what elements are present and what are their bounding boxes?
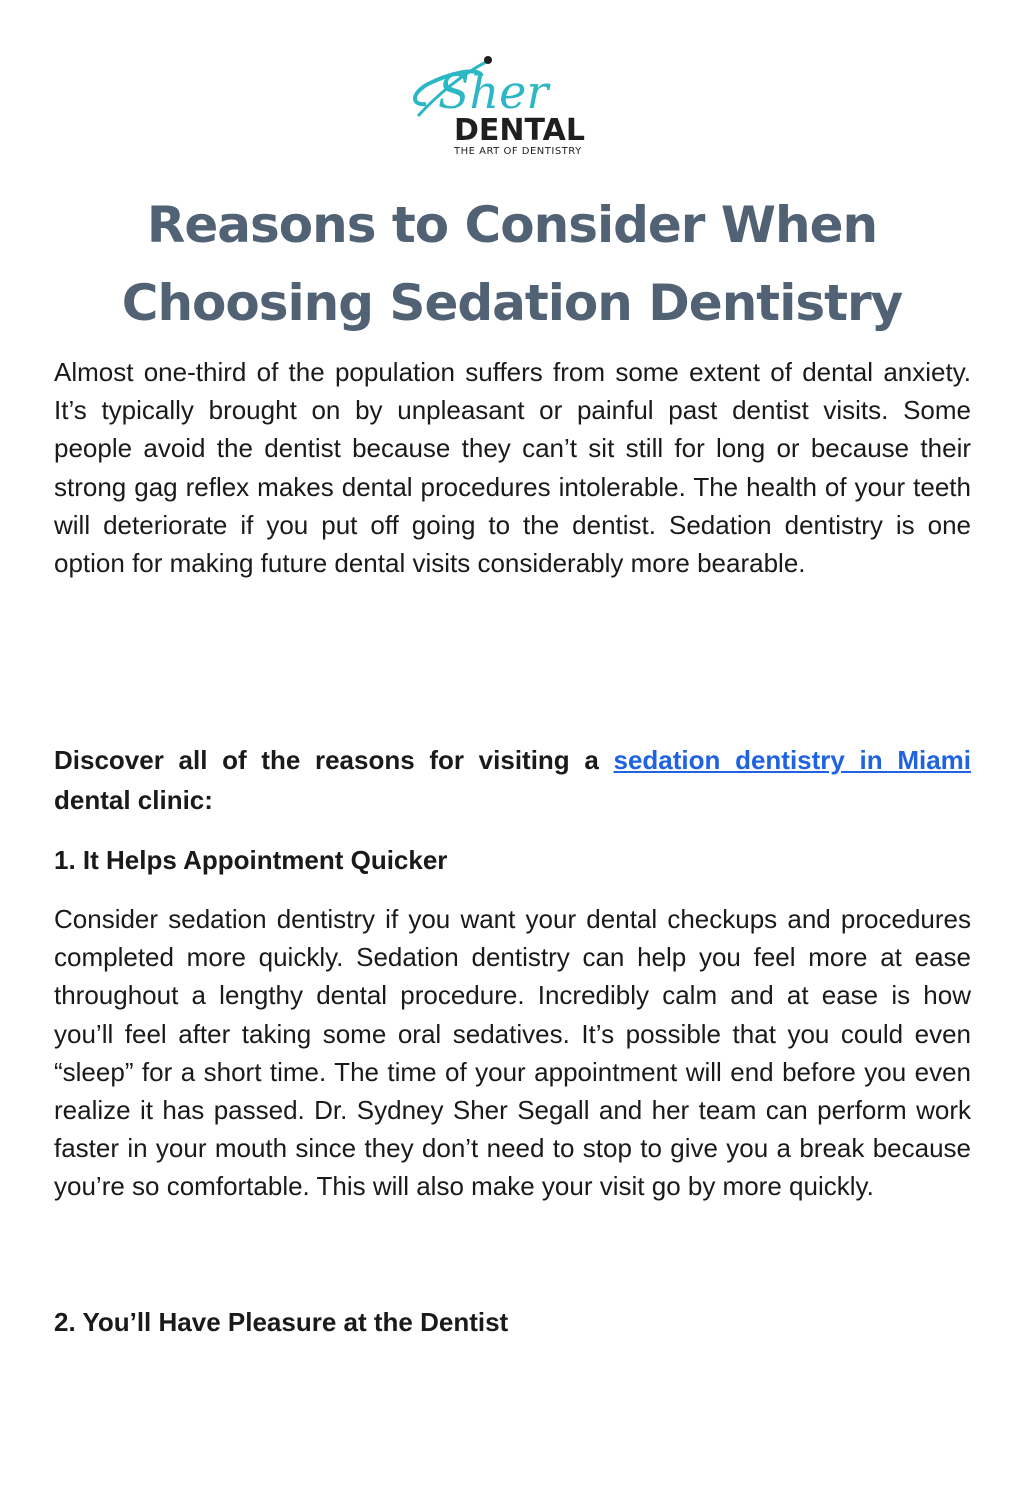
- logo-graphic: [408, 54, 618, 158]
- page-title: [0, 186, 1024, 342]
- section-heading-1: 1. It Helps Appointment Quicker: [54, 845, 448, 875]
- discover-text-before: Discover all of the reasons for visiting a: [54, 745, 614, 775]
- section-heading-2: 2. You’ll Have Pleasure at the Dentist: [54, 1307, 509, 1337]
- section-body-1: Consider sedation dentistry if you want your dental checkups and procedures completed more quickly. Sedation dentistry can help you feel more at ease throughout a lengthy dental procedure. Incredibly calm and at ease is how you’ll feel after taking some oral sedatives. It’s possible that you could even “sleep” for a short time. The time of your appointment will end before you even realize it has passed. Dr. Sydney Sher Segall and her team can perform work faster in your mouth since they don’t need to stop to give you a break because you’re so comfortable. This will also make your visit go by more quickly.: [54, 904, 971, 1202]
- discover-paragraph: [54, 740, 971, 820]
- sedation-dentistry-link[interactable]: sedation dentistry in Miami: [613, 745, 972, 775]
- logo-tagline-text: THE ART OF DENTISTRY: [454, 146, 582, 157]
- sher-dental-logo: [408, 54, 618, 158]
- logo-script-text: Sher: [438, 65, 549, 119]
- logo-word-text: DENTAL: [454, 113, 585, 148]
- discover-text-after: dental clinic:: [54, 785, 213, 815]
- title-line-2: Choosing Sedation Dentistry: [121, 274, 903, 332]
- intro-paragraph: Almost one-third of the population suffers from some extent of dental anxiety. It’s typically brought on by unpleasant or painful past dentist visits. Some people avoid the dentist because they can’t sit still for long or because their strong gag reflex makes dental procedures intolerable. The health of your teeth will deteriorate if you put off going to the dentist. Sedation dentistry is one option for making future dental visits considerably more bearable.: [54, 357, 971, 579]
- title-line-1: Reasons to Consider When: [146, 196, 878, 254]
